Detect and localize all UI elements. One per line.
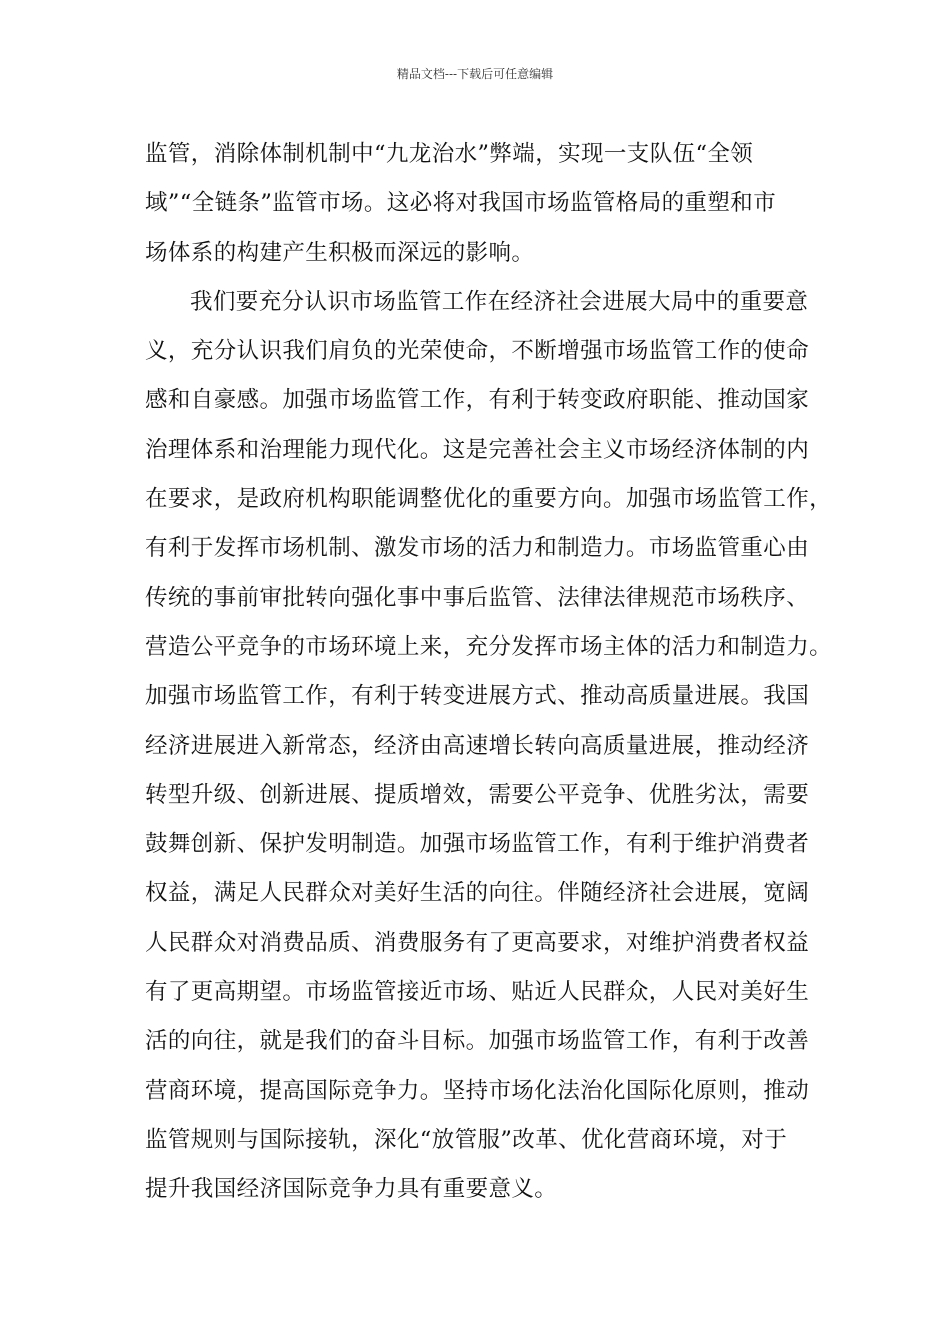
text-line: 在要求，是政府机构职能调整优化的重要方向。加强市场监管工作，	[145, 486, 833, 513]
text-line: 营商环境，提高国际竞争力。坚持市场化法治化国际化原则，推动	[145, 1077, 810, 1104]
text-line: 加强市场监管工作，有利于转变进展方式、推动高质量进展。我国	[145, 683, 810, 710]
text-line: 有了更高期望。市场监管接近市场、贴近人民群众，人民对美好生	[145, 979, 810, 1006]
paragraph-1	[145, 130, 825, 278]
text-line: 权益，满足人民群众对美好生活的向往。伴随经济社会进展，宽阔	[145, 880, 810, 907]
page-header: 精品文档---下载后可任意编辑	[396, 67, 554, 81]
text-line: 感和自豪感。加强市场监管工作，有利于转变政府职能、推动国家	[145, 387, 810, 414]
text-line: 治理体系和治理能力现代化。这是完善社会主义市场经济体制的内	[145, 436, 810, 463]
text-line: 活的向往，就是我们的奋斗目标。加强市场监管工作，有利于改善	[145, 1028, 810, 1055]
text-line: 监管规则与国际接轨，深化“放管服”改革、优化营商环境，对于	[145, 1126, 788, 1153]
text-line: 经济进展进入新常态，经济由高速增长转向高质量进展，推动经济	[145, 732, 810, 759]
text-line: 提升我国经济国际竞争力具有重要意义。	[145, 1176, 558, 1203]
text-line: 域”“全链条”监管市场。这必将对我国市场监管格局的重塑和市	[145, 190, 777, 217]
text-line: 有利于发挥市场机制、激发市场的活力和制造力。市场监管重心由	[145, 535, 810, 562]
document-body	[145, 130, 833, 1215]
text-line: 营造公平竞争的市场环境上来，充分发挥市场主体的活力和制造力。	[145, 633, 833, 660]
text-line: 义，充分认识我们肩负的光荣使命，不断增强市场监管工作的使命	[145, 338, 810, 365]
text-line: 转型升级、创新进展、提质增效，需要公平竞争、优胜劣汰，需要	[145, 781, 810, 808]
text-line: 人民群众对消费品质、消费服务有了更高要求，对维护消费者权益	[145, 929, 810, 956]
text-line: 传统的事前审批转向强化事中事后监管、法律法律规范市场秩序、	[145, 584, 810, 611]
text-line: 鼓舞创新、保护发明制造。加强市场监管工作，有利于维护消费者	[145, 831, 810, 858]
text-line: 我们要充分认识市场监管工作在经济社会进展大局中的重要意	[190, 288, 809, 315]
paragraph-2	[145, 278, 833, 1215]
text-line: 监管，消除体制机制中“九龙治水”弊端，实现一支队伍“全领	[145, 141, 754, 167]
text-line: 场体系的构建产生积极而深远的影响。	[145, 239, 535, 266]
